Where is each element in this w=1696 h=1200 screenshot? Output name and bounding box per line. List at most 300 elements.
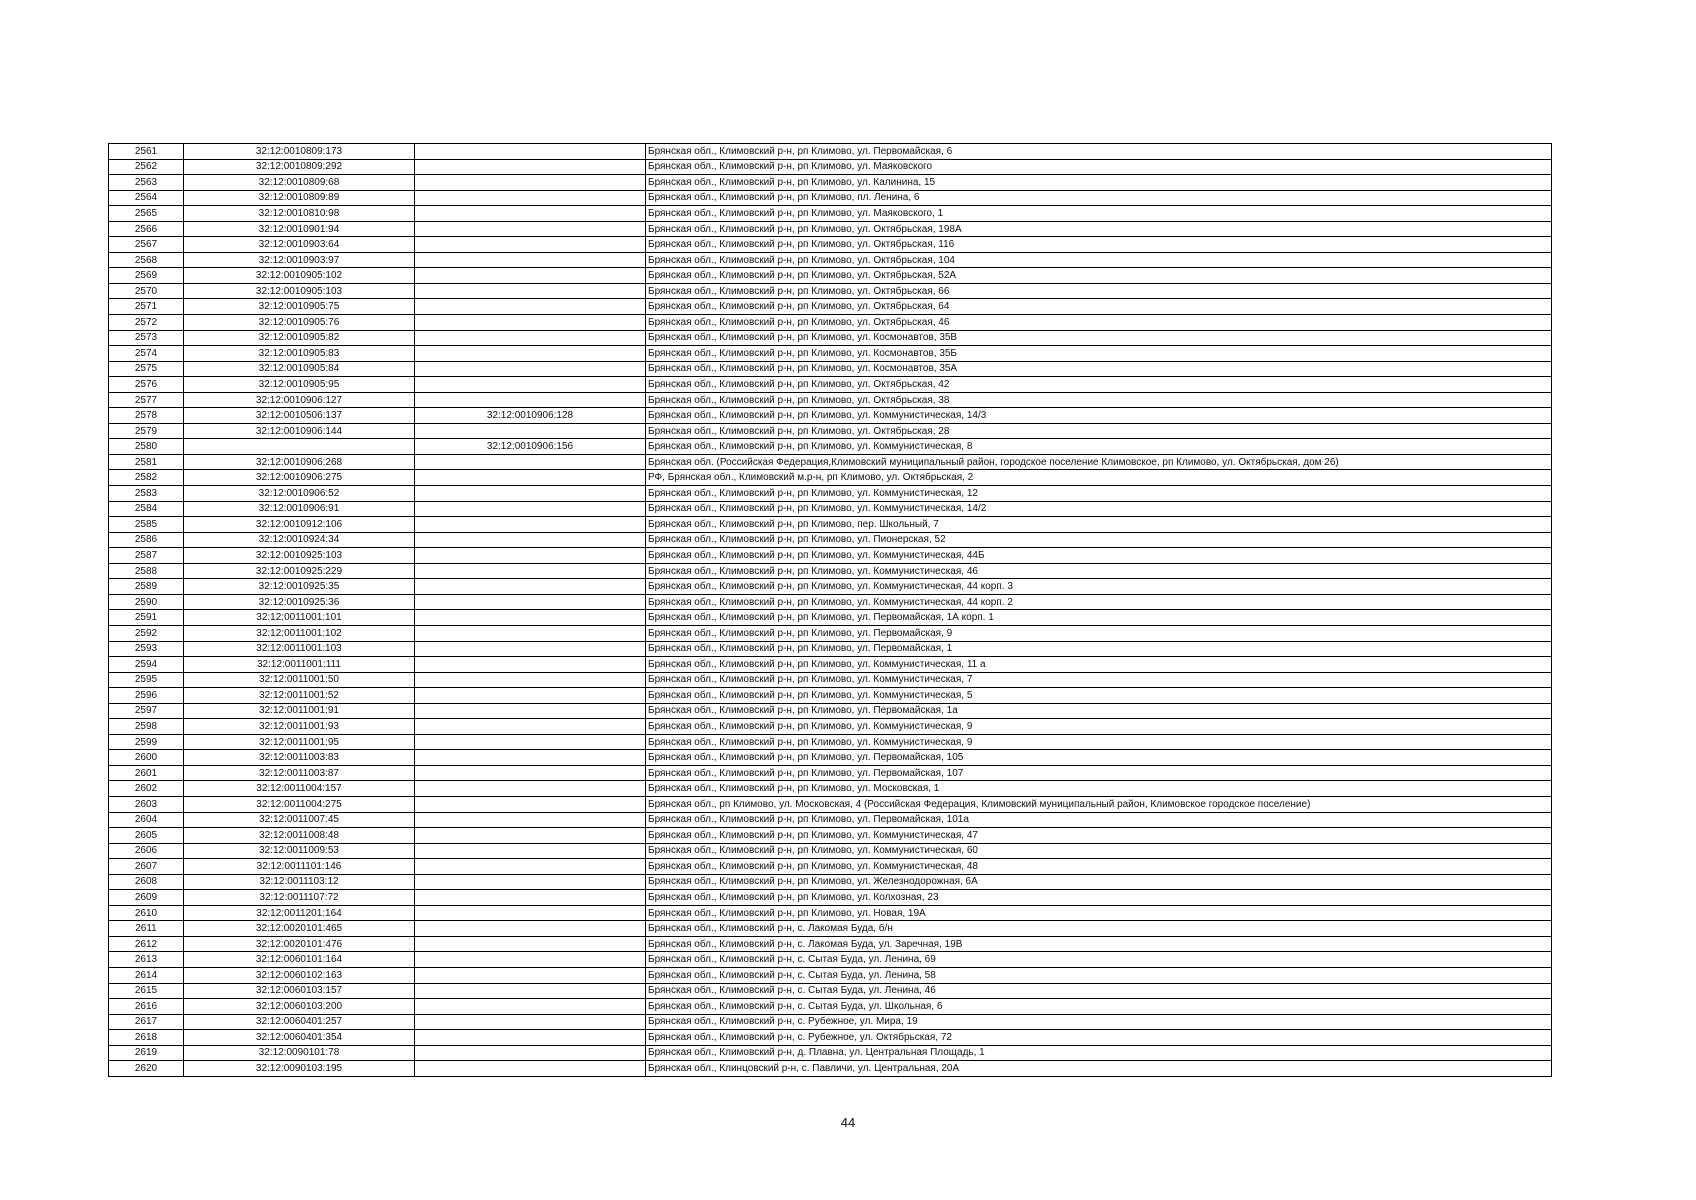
cadastral-number-cell: 32:12:0060401:257 <box>184 1014 415 1030</box>
address-cell: Брянская обл., Климовский р-н, рп Климово, ул. Коммунистическая, 9 <box>646 719 1552 735</box>
cadastral-number-cell: 32:12:0010912:106 <box>184 517 415 533</box>
address-cell: Брянская обл., Климовский р-н, рп Климово, ул. Октябрьская, 42 <box>646 377 1552 393</box>
address-cell: Брянская обл., Климовский р-н, рп Климово, ул. Октябрьская, 52А <box>646 268 1552 284</box>
row-number-cell: 2568 <box>109 252 184 268</box>
address-cell: Брянская обл., Климовский р-н, с. Рубежное, ул. Октябрьская, 72 <box>646 1030 1552 1046</box>
table-row <box>109 501 1552 517</box>
linked-cadastral-number-cell <box>415 859 646 875</box>
row-number-cell: 2577 <box>109 392 184 408</box>
row-number-cell: 2565 <box>109 206 184 222</box>
cadastral-number-cell: 32:12:0011107:72 <box>184 890 415 906</box>
cadastral-number-cell: 32:12:0010809:292 <box>184 159 415 175</box>
cadastral-number-cell: 32:12:0011103:12 <box>184 874 415 890</box>
linked-cadastral-number-cell: 32:12:0010906:156 <box>415 439 646 455</box>
cadastral-number-cell <box>184 439 415 455</box>
row-number-cell: 2572 <box>109 315 184 331</box>
linked-cadastral-number-cell <box>415 999 646 1015</box>
cadastral-number-cell: 32:12:0060401:354 <box>184 1030 415 1046</box>
address-cell: Брянская обл., Климовский р-н, рп Климово, ул. Коммунистическая, 11 а <box>646 657 1552 673</box>
cadastral-number-cell: 32:12:0011001:50 <box>184 672 415 688</box>
address-cell: Брянская обл., Климовский р-н, рп Климово, ул. Космонавтов, 35А <box>646 361 1552 377</box>
linked-cadastral-number-cell <box>415 563 646 579</box>
table-row <box>109 361 1552 377</box>
address-cell: Брянская обл., Климовский р-н, рп Климово, ул. Коммунистическая, 9 <box>646 734 1552 750</box>
linked-cadastral-number-cell <box>415 283 646 299</box>
row-number-cell: 2595 <box>109 672 184 688</box>
row-number-cell: 2563 <box>109 175 184 191</box>
linked-cadastral-number-cell <box>415 703 646 719</box>
row-number-cell: 2571 <box>109 299 184 315</box>
linked-cadastral-number-cell <box>415 657 646 673</box>
row-number-cell: 2567 <box>109 237 184 253</box>
row-number-cell: 2604 <box>109 812 184 828</box>
cadastral-number-cell: 32:12:0020101:465 <box>184 921 415 937</box>
cadastral-number-cell: 32:12:0011008:48 <box>184 828 415 844</box>
cadastral-number-cell: 32:12:0011101:146 <box>184 859 415 875</box>
address-cell: Брянская обл., Климовский р-н, рп Климово, ул. Первомайская, 105 <box>646 750 1552 766</box>
address-cell: Брянская обл., Климовский р-н, рп Климово, ул. Первомайская, 1А корп. 1 <box>646 610 1552 626</box>
table-row <box>109 859 1552 875</box>
address-cell: Брянская обл., Климовский р-н, рп Климово, ул. Первомайская, 1 <box>646 641 1552 657</box>
linked-cadastral-number-cell <box>415 765 646 781</box>
row-number-cell: 2588 <box>109 563 184 579</box>
linked-cadastral-number-cell <box>415 470 646 486</box>
table-row <box>109 237 1552 253</box>
table-row <box>109 299 1552 315</box>
address-cell: Брянская обл., Климовский р-н, с. Сытая Буда, ул. Ленина, 58 <box>646 967 1552 983</box>
address-cell: Брянская обл., Климовский р-н, рп Климово, ул. Первомайская, 1а <box>646 703 1552 719</box>
address-cell: Брянская обл., Климовский р-н, рп Климово, ул. Октябрьская, 28 <box>646 423 1552 439</box>
row-number-cell: 2597 <box>109 703 184 719</box>
address-cell: Брянская обл., Климовский р-н, рп Климово, ул. Октябрьская, 104 <box>646 252 1552 268</box>
row-number-cell: 2575 <box>109 361 184 377</box>
linked-cadastral-number-cell <box>415 144 646 160</box>
table-row <box>109 330 1552 346</box>
row-number-cell: 2580 <box>109 439 184 455</box>
address-cell: Брянская обл., Климовский р-н, с. Лакомая Буда, б/н <box>646 921 1552 937</box>
address-cell: Брянская обл., Климовский р-н, рп Климово, ул. Пионерская, 52 <box>646 532 1552 548</box>
linked-cadastral-number-cell <box>415 874 646 890</box>
linked-cadastral-number-cell <box>415 1030 646 1046</box>
row-number-cell: 2570 <box>109 283 184 299</box>
table-row <box>109 719 1552 735</box>
linked-cadastral-number-cell <box>415 486 646 502</box>
linked-cadastral-number-cell <box>415 983 646 999</box>
linked-cadastral-number-cell <box>415 190 646 206</box>
cadastral-number-cell: 32:12:0011001:93 <box>184 719 415 735</box>
linked-cadastral-number-cell <box>415 688 646 704</box>
linked-cadastral-number-cell <box>415 936 646 952</box>
table-row <box>109 936 1552 952</box>
address-cell: Брянская обл., Климовский р-н, рп Климово, ул. Московская, 1 <box>646 781 1552 797</box>
table-row <box>109 423 1552 439</box>
cadastral-number-cell: 32:12:0010925:36 <box>184 594 415 610</box>
table-row <box>109 268 1552 284</box>
table-row <box>109 206 1552 222</box>
linked-cadastral-number-cell <box>415 734 646 750</box>
linked-cadastral-number-cell <box>415 719 646 735</box>
cadastral-number-cell: 32:12:0011001:101 <box>184 610 415 626</box>
row-number-cell: 2602 <box>109 781 184 797</box>
cadastral-number-cell: 32:12:0010901:94 <box>184 221 415 237</box>
row-number-cell: 2596 <box>109 688 184 704</box>
linked-cadastral-number-cell <box>415 921 646 937</box>
table-row <box>109 828 1552 844</box>
address-cell: Брянская обл., Климовский р-н, рп Климово, ул. Коммунистическая, 60 <box>646 843 1552 859</box>
linked-cadastral-number-cell <box>415 905 646 921</box>
cadastral-number-cell: 32:12:0010903:97 <box>184 252 415 268</box>
address-cell: Брянская обл., Климовский р-н, рп Климово, ул. Коммунистическая, 14/3 <box>646 408 1552 424</box>
table-row <box>109 921 1552 937</box>
cadastral-number-cell: 32:12:0011001:95 <box>184 734 415 750</box>
row-number-cell: 2586 <box>109 532 184 548</box>
address-cell: Брянская обл., Климовский р-н, рп Климово, ул. Октябрьская, 66 <box>646 283 1552 299</box>
linked-cadastral-number-cell <box>415 579 646 595</box>
linked-cadastral-number-cell <box>415 517 646 533</box>
address-cell: Брянская обл., Климовский р-н, рп Климово, ул. Первомайская, 101а <box>646 812 1552 828</box>
page-number: 44 <box>840 1115 856 1130</box>
row-number-cell: 2564 <box>109 190 184 206</box>
table-row <box>109 812 1552 828</box>
cadastral-number-cell: 32:12:0011009:53 <box>184 843 415 859</box>
row-number-cell: 2593 <box>109 641 184 657</box>
cadastral-number-cell: 32:12:0010905:76 <box>184 315 415 331</box>
address-cell: Брянская обл., Климовский р-н, рп Климово, ул. Первомайская, 9 <box>646 625 1552 641</box>
address-cell: Брянская обл., рп Климово, ул. Московская, 4 (Российская Федерация, Климовский муниципальный район, Климовское городское поселение) <box>646 796 1552 812</box>
row-number-cell: 2569 <box>109 268 184 284</box>
address-cell: РФ, Брянская обл., Климовский м.р-н, рп Климово, ул. Октябрьская, 2 <box>646 470 1552 486</box>
row-number-cell: 2600 <box>109 750 184 766</box>
cadastral-number-cell: 32:12:0010905:103 <box>184 283 415 299</box>
linked-cadastral-number-cell <box>415 330 646 346</box>
cadastral-number-cell: 32:12:0011004:157 <box>184 781 415 797</box>
table-row <box>109 283 1552 299</box>
linked-cadastral-number-cell <box>415 672 646 688</box>
address-cell: Брянская обл., Климовский р-н, д. Плавна, ул. Центральная Площадь, 1 <box>646 1045 1552 1061</box>
linked-cadastral-number-cell <box>415 315 646 331</box>
cadastral-number-cell: 32:12:0010906:268 <box>184 454 415 470</box>
address-cell: Брянская обл., Климовский р-н, рп Климово, ул. Колхозная, 23 <box>646 890 1552 906</box>
table-row <box>109 999 1552 1015</box>
linked-cadastral-number-cell <box>415 781 646 797</box>
cadastral-number-cell: 32:12:0010906:91 <box>184 501 415 517</box>
table-row <box>109 625 1552 641</box>
table-body <box>109 144 1552 1077</box>
row-number-cell: 2579 <box>109 423 184 439</box>
table-row <box>109 144 1552 160</box>
row-number-cell: 2619 <box>109 1045 184 1061</box>
row-number-cell: 2578 <box>109 408 184 424</box>
linked-cadastral-number-cell <box>415 268 646 284</box>
table-row <box>109 175 1552 191</box>
cadastral-number-cell: 32:12:0011004:275 <box>184 796 415 812</box>
table-row <box>109 796 1552 812</box>
address-cell: Брянская обл., Климовский р-н, с. Сытая Буда, ул. Ленина, 69 <box>646 952 1552 968</box>
address-cell: Брянская обл., Климовский р-н, с. Сытая Буда, ул. Ленина, 46 <box>646 983 1552 999</box>
row-number-cell: 2616 <box>109 999 184 1015</box>
address-cell: Брянская обл., Климовский р-н, рп Климово, ул. Октябрьская, 64 <box>646 299 1552 315</box>
linked-cadastral-number-cell <box>415 952 646 968</box>
cadastral-number-cell: 32:12:0060103:157 <box>184 983 415 999</box>
linked-cadastral-number-cell <box>415 890 646 906</box>
cadastral-number-cell: 32:12:0010906:275 <box>184 470 415 486</box>
cadastral-number-cell: 32:12:0010905:102 <box>184 268 415 284</box>
cadastral-number-cell: 32:12:0010925:35 <box>184 579 415 595</box>
table-row <box>109 594 1552 610</box>
linked-cadastral-number-cell <box>415 501 646 517</box>
linked-cadastral-number-cell <box>415 377 646 393</box>
row-number-cell: 2574 <box>109 346 184 362</box>
linked-cadastral-number-cell <box>415 346 646 362</box>
row-number-cell: 2599 <box>109 734 184 750</box>
linked-cadastral-number-cell <box>415 392 646 408</box>
address-cell: Брянская обл., Клинцовский р-н, с. Павличи, ул. Центральная, 20А <box>646 1061 1552 1077</box>
table-row <box>109 454 1552 470</box>
linked-cadastral-number-cell <box>415 967 646 983</box>
table-row <box>109 159 1552 175</box>
cadastral-number-cell: 32:12:0010903:64 <box>184 237 415 253</box>
address-cell: Брянская обл., Климовский р-н, рп Климово, ул. Коммунистическая, 12 <box>646 486 1552 502</box>
row-number-cell: 2598 <box>109 719 184 735</box>
cadastral-number-cell: 32:12:0060101:164 <box>184 952 415 968</box>
row-number-cell: 2591 <box>109 610 184 626</box>
linked-cadastral-number-cell <box>415 361 646 377</box>
property-table <box>108 143 1552 1077</box>
table-row <box>109 734 1552 750</box>
linked-cadastral-number-cell <box>415 625 646 641</box>
row-number-cell: 2573 <box>109 330 184 346</box>
address-cell: Брянская обл., Климовский р-н, рп Климово, ул. Маяковского <box>646 159 1552 175</box>
table-row <box>109 890 1552 906</box>
linked-cadastral-number-cell <box>415 843 646 859</box>
table-row <box>109 315 1552 331</box>
row-number-cell: 2601 <box>109 765 184 781</box>
address-cell: Брянская обл., Климовский р-н, рп Климово, ул. Коммунистическая, 47 <box>646 828 1552 844</box>
address-cell: Брянская обл., Климовский р-н, рп Климово, ул. Октябрьская, 116 <box>646 237 1552 253</box>
row-number-cell: 2587 <box>109 548 184 564</box>
linked-cadastral-number-cell <box>415 221 646 237</box>
cadastral-number-cell: 32:12:0010809:173 <box>184 144 415 160</box>
table-row <box>109 874 1552 890</box>
row-number-cell: 2610 <box>109 905 184 921</box>
address-cell: Брянская обл., Климовский р-н, рп Климово, ул. Первомайская, 107 <box>646 765 1552 781</box>
table-row <box>109 579 1552 595</box>
address-cell: Брянская обл. (Российская Федерация,Климовский муниципальный район, городское поселение Климовское, рп Климово, ул. Октябрьская, дом 26) <box>646 454 1552 470</box>
address-cell: Брянская обл., Климовский р-н, рп Климово, ул. Коммунистическая, 8 <box>646 439 1552 455</box>
address-cell: Брянская обл., Климовский р-н, рп Климово, ул. Коммунистическая, 46 <box>646 563 1552 579</box>
cadastral-number-cell: 32:12:0010905:84 <box>184 361 415 377</box>
linked-cadastral-number-cell <box>415 252 646 268</box>
table-row <box>109 610 1552 626</box>
cadastral-number-cell: 32:12:0020101:476 <box>184 936 415 952</box>
row-number-cell: 2605 <box>109 828 184 844</box>
table-row <box>109 905 1552 921</box>
address-cell: Брянская обл., Климовский р-н, рп Климово, ул. Калинина, 15 <box>646 175 1552 191</box>
cadastral-number-cell: 32:12:0010905:75 <box>184 299 415 315</box>
address-cell: Брянская обл., Климовский р-н, рп Климово, ул. Октябрьская, 38 <box>646 392 1552 408</box>
table-row <box>109 703 1552 719</box>
address-cell: Брянская обл., Климовский р-н, с. Рубежное, ул. Мира, 19 <box>646 1014 1552 1030</box>
table-row <box>109 967 1552 983</box>
row-number-cell: 2576 <box>109 377 184 393</box>
address-cell: Брянская обл., Климовский р-н, рп Климово, ул. Космонавтов, 35Б <box>646 346 1552 362</box>
table-row <box>109 1030 1552 1046</box>
row-number-cell: 2566 <box>109 221 184 237</box>
address-cell: Брянская обл., Климовский р-н, рп Климово, ул. Маяковского, 1 <box>646 206 1552 222</box>
cadastral-number-cell: 32:12:0011003:87 <box>184 765 415 781</box>
address-cell: Брянская обл., Климовский р-н, рп Климово, ул. Космонавтов, 35В <box>646 330 1552 346</box>
table-row <box>109 190 1552 206</box>
linked-cadastral-number-cell <box>415 750 646 766</box>
row-number-cell: 2609 <box>109 890 184 906</box>
row-number-cell: 2612 <box>109 936 184 952</box>
table-row <box>109 346 1552 362</box>
cadastral-number-cell: 32:12:0090103:195 <box>184 1061 415 1077</box>
row-number-cell: 2618 <box>109 1030 184 1046</box>
address-cell: Брянская обл., Климовский р-н, рп Климово, ул. Коммунистическая, 14/2 <box>646 501 1552 517</box>
address-cell: Брянская обл., Климовский р-н, рп Климово, ул. Железнодорожная, 6А <box>646 874 1552 890</box>
row-number-cell: 2620 <box>109 1061 184 1077</box>
table-row <box>109 952 1552 968</box>
linked-cadastral-number-cell <box>415 641 646 657</box>
cadastral-number-cell: 32:12:0090101:78 <box>184 1045 415 1061</box>
table-row <box>109 672 1552 688</box>
address-cell: Брянская обл., Климовский р-н, рп Климово, ул. Коммунистическая, 5 <box>646 688 1552 704</box>
address-cell: Брянская обл., Климовский р-н, рп Климово, ул. Новая, 19А <box>646 905 1552 921</box>
row-number-cell: 2603 <box>109 796 184 812</box>
address-cell: Брянская обл., Климовский р-н, рп Климово, ул. Октябрьская, 198А <box>646 221 1552 237</box>
linked-cadastral-number-cell <box>415 532 646 548</box>
row-number-cell: 2613 <box>109 952 184 968</box>
linked-cadastral-number-cell <box>415 1061 646 1077</box>
linked-cadastral-number-cell <box>415 454 646 470</box>
cadastral-number-cell: 32:12:0011003:83 <box>184 750 415 766</box>
linked-cadastral-number-cell <box>415 237 646 253</box>
row-number-cell: 2615 <box>109 983 184 999</box>
address-cell: Брянская обл., Климовский р-н, рп Климово, ул. Коммунистическая, 48 <box>646 859 1552 875</box>
linked-cadastral-number-cell <box>415 299 646 315</box>
linked-cadastral-number-cell <box>415 828 646 844</box>
row-number-cell: 2582 <box>109 470 184 486</box>
table-row <box>109 392 1552 408</box>
linked-cadastral-number-cell <box>415 812 646 828</box>
row-number-cell: 2589 <box>109 579 184 595</box>
table-row <box>109 688 1552 704</box>
linked-cadastral-number-cell <box>415 548 646 564</box>
row-number-cell: 2590 <box>109 594 184 610</box>
cadastral-number-cell: 32:12:0060102:163 <box>184 967 415 983</box>
linked-cadastral-number-cell <box>415 796 646 812</box>
cadastral-number-cell: 32:12:0010906:144 <box>184 423 415 439</box>
linked-cadastral-number-cell <box>415 175 646 191</box>
row-number-cell: 2584 <box>109 501 184 517</box>
table-row <box>109 843 1552 859</box>
cadastral-number-cell: 32:12:0011001:102 <box>184 625 415 641</box>
table-row <box>109 657 1552 673</box>
table-row <box>109 517 1552 533</box>
cadastral-number-cell: 32:12:0011001:111 <box>184 657 415 673</box>
cadastral-number-cell: 32:12:0011001:91 <box>184 703 415 719</box>
linked-cadastral-number-cell <box>415 610 646 626</box>
table-row <box>109 1045 1552 1061</box>
row-number-cell: 2561 <box>109 144 184 160</box>
row-number-cell: 2583 <box>109 486 184 502</box>
address-cell: Брянская обл., Климовский р-н, рп Климово, ул. Первомайская, 6 <box>646 144 1552 160</box>
table-row <box>109 377 1552 393</box>
linked-cadastral-number-cell <box>415 1014 646 1030</box>
cadastral-number-cell: 32:12:0011007:45 <box>184 812 415 828</box>
cadastral-number-cell: 32:12:0010905:82 <box>184 330 415 346</box>
linked-cadastral-number-cell <box>415 423 646 439</box>
table-row <box>109 221 1552 237</box>
cadastral-number-cell: 32:12:0010924:34 <box>184 532 415 548</box>
cadastral-number-cell: 32:12:0010925:103 <box>184 548 415 564</box>
address-cell: Брянская обл., Климовский р-н, рп Климово, ул. Коммунистическая, 44Б <box>646 548 1552 564</box>
table-row <box>109 470 1552 486</box>
table-row <box>109 750 1552 766</box>
address-cell: Брянская обл., Климовский р-н, с. Сытая Буда, ул. Школьная, 6 <box>646 999 1552 1015</box>
cadastral-number-cell: 32:12:0060103:200 <box>184 999 415 1015</box>
cadastral-number-cell: 32:12:0010809:68 <box>184 175 415 191</box>
table-row <box>109 408 1552 424</box>
row-number-cell: 2607 <box>109 859 184 875</box>
linked-cadastral-number-cell <box>415 594 646 610</box>
address-cell: Брянская обл., Климовский р-н, рп Климово, пл. Ленина, 6 <box>646 190 1552 206</box>
address-cell: Брянская обл., Климовский р-н, рп Климово, ул. Коммунистическая, 44 корп. 2 <box>646 594 1552 610</box>
row-number-cell: 2594 <box>109 657 184 673</box>
table-row <box>109 765 1552 781</box>
linked-cadastral-number-cell <box>415 206 646 222</box>
cadastral-number-cell: 32:12:0011001:52 <box>184 688 415 704</box>
cadastral-number-cell: 32:12:0010809:89 <box>184 190 415 206</box>
linked-cadastral-number-cell: 32:12:0010906:128 <box>415 408 646 424</box>
cadastral-number-cell: 32:12:0011201:164 <box>184 905 415 921</box>
table-row <box>109 563 1552 579</box>
row-number-cell: 2585 <box>109 517 184 533</box>
cadastral-number-cell: 32:12:0010905:95 <box>184 377 415 393</box>
address-cell: Брянская обл., Климовский р-н, рп Климово, ул. Коммунистическая, 7 <box>646 672 1552 688</box>
table-row <box>109 1014 1552 1030</box>
table-row <box>109 252 1552 268</box>
cadastral-number-cell: 32:12:0011001:103 <box>184 641 415 657</box>
linked-cadastral-number-cell <box>415 159 646 175</box>
table-row <box>109 641 1552 657</box>
row-number-cell: 2614 <box>109 967 184 983</box>
address-cell: Брянская обл., Климовский р-н, с. Лакомая Буда, ул. Заречная, 19В <box>646 936 1552 952</box>
table-row <box>109 532 1552 548</box>
row-number-cell: 2581 <box>109 454 184 470</box>
cadastral-number-cell: 32:12:0010906:52 <box>184 486 415 502</box>
address-cell: Брянская обл., Климовский р-н, рп Климово, ул. Октябрьская, 46 <box>646 315 1552 331</box>
row-number-cell: 2608 <box>109 874 184 890</box>
cadastral-number-cell: 32:12:0010810:98 <box>184 206 415 222</box>
cadastral-number-cell: 32:12:0010925:229 <box>184 563 415 579</box>
linked-cadastral-number-cell <box>415 1045 646 1061</box>
row-number-cell: 2617 <box>109 1014 184 1030</box>
row-number-cell: 2562 <box>109 159 184 175</box>
cadastral-number-cell: 32:12:0010906:127 <box>184 392 415 408</box>
cadastral-number-cell: 32:12:0010905:83 <box>184 346 415 362</box>
cadastral-number-cell: 32:12:0010506:137 <box>184 408 415 424</box>
table-row <box>109 548 1552 564</box>
table-row <box>109 486 1552 502</box>
table-row <box>109 1061 1552 1077</box>
table-row <box>109 781 1552 797</box>
row-number-cell: 2592 <box>109 625 184 641</box>
row-number-cell: 2611 <box>109 921 184 937</box>
address-cell: Брянская обл., Климовский р-н, рп Климово, ул. Коммунистическая, 44 корп. 3 <box>646 579 1552 595</box>
table-row <box>109 983 1552 999</box>
